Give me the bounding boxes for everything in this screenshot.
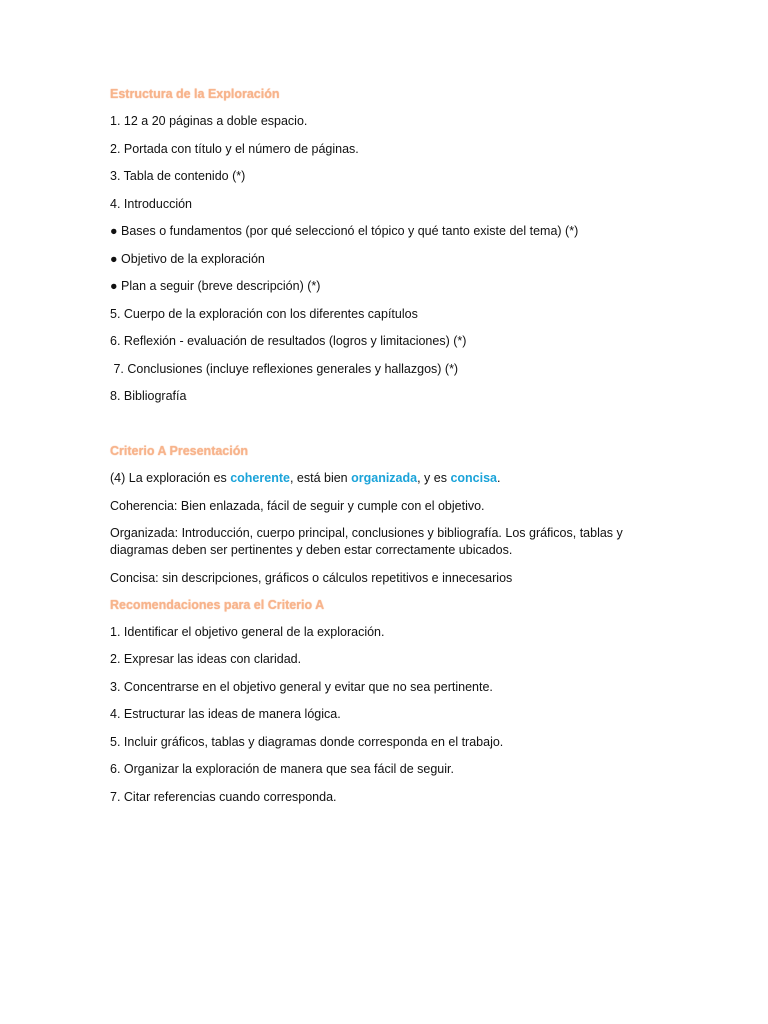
list-item: 2. Portada con título y el número de páginas.	[110, 141, 359, 156]
section-estructura	[110, 86, 670, 405]
list-item: 8. Bibliografía	[110, 389, 187, 403]
list-item: ● Objetivo de la exploración	[110, 251, 265, 266]
list-item: 4. Estructurar las ideas de manera lógica.	[110, 707, 341, 721]
organizada-definition: Organizada: Introducción, cuerpo principal, conclusiones y bibliografía. Los gráficos, tablas y diagramas deben ser pertinentes y deben estar correctamente ubicados.	[110, 526, 623, 557]
list-item: 3. Tabla de contenido (*)	[110, 169, 246, 183]
list-item: 5. Cuerpo de la exploración con los diferentes capítulos	[110, 306, 418, 321]
list-item: 5. Incluir gráficos, tablas y diagramas donde corresponda en el trabajo.	[110, 734, 504, 749]
keyword-organizada: organizada	[351, 471, 418, 485]
list-item: 1. 12 a 20 páginas a doble espacio.	[110, 114, 308, 128]
list-item: 7. Citar referencias cuando corresponda.	[110, 789, 337, 804]
criterio-a-summary	[110, 470, 670, 487]
summary-text: .	[497, 471, 501, 485]
list-item: 6. Reflexión - evaluación de resultados (logros y limitaciones) (*)	[110, 334, 467, 348]
list-item: ● Bases o fundamentos (por qué seleccionó el tópico y qué tanto existe del tema) (*)	[110, 224, 579, 238]
coherencia-definition: Coherencia: Bien enlazada, fácil de seguir y cumple con el objetivo.	[110, 498, 485, 513]
list-item: 6. Organizar la exploración de manera que sea fácil de seguir.	[110, 762, 454, 776]
section-heading-estructura: Estructura de la Exploración	[110, 87, 280, 101]
summary-text: , y es	[417, 471, 451, 485]
section-heading-recomendaciones: Recomendaciones para el Criterio A	[110, 597, 325, 612]
list-item: 2. Expresar las ideas con claridad.	[110, 652, 302, 666]
document-page	[110, 86, 670, 806]
section-heading-criterio-a: Criterio A Presentación	[110, 444, 249, 458]
keyword-coherente: coherente	[230, 471, 290, 485]
list-item: 1. Identificar el objetivo general de la exploración.	[110, 624, 385, 639]
list-item: 7. Conclusiones (incluye reflexiones generales y hallazgos) (*)	[110, 361, 459, 376]
section-recomendaciones	[110, 597, 670, 806]
summary-text: , está bien	[289, 471, 352, 485]
list-item: ● Plan a seguir (breve descripción) (*)	[110, 279, 321, 293]
list-item: 3. Concentrarse en el objetivo general y evitar que no sea pertinente.	[110, 679, 493, 694]
section-criterio-a	[110, 443, 670, 587]
list-item: 4. Introducción	[110, 196, 192, 211]
concisa-definition: Concisa: sin descripciones, gráficos o cálculos repetitivos e innecesarios	[110, 570, 513, 585]
keyword-concisa: concisa	[450, 471, 498, 485]
summary-text: (4) La exploración es	[110, 471, 231, 485]
